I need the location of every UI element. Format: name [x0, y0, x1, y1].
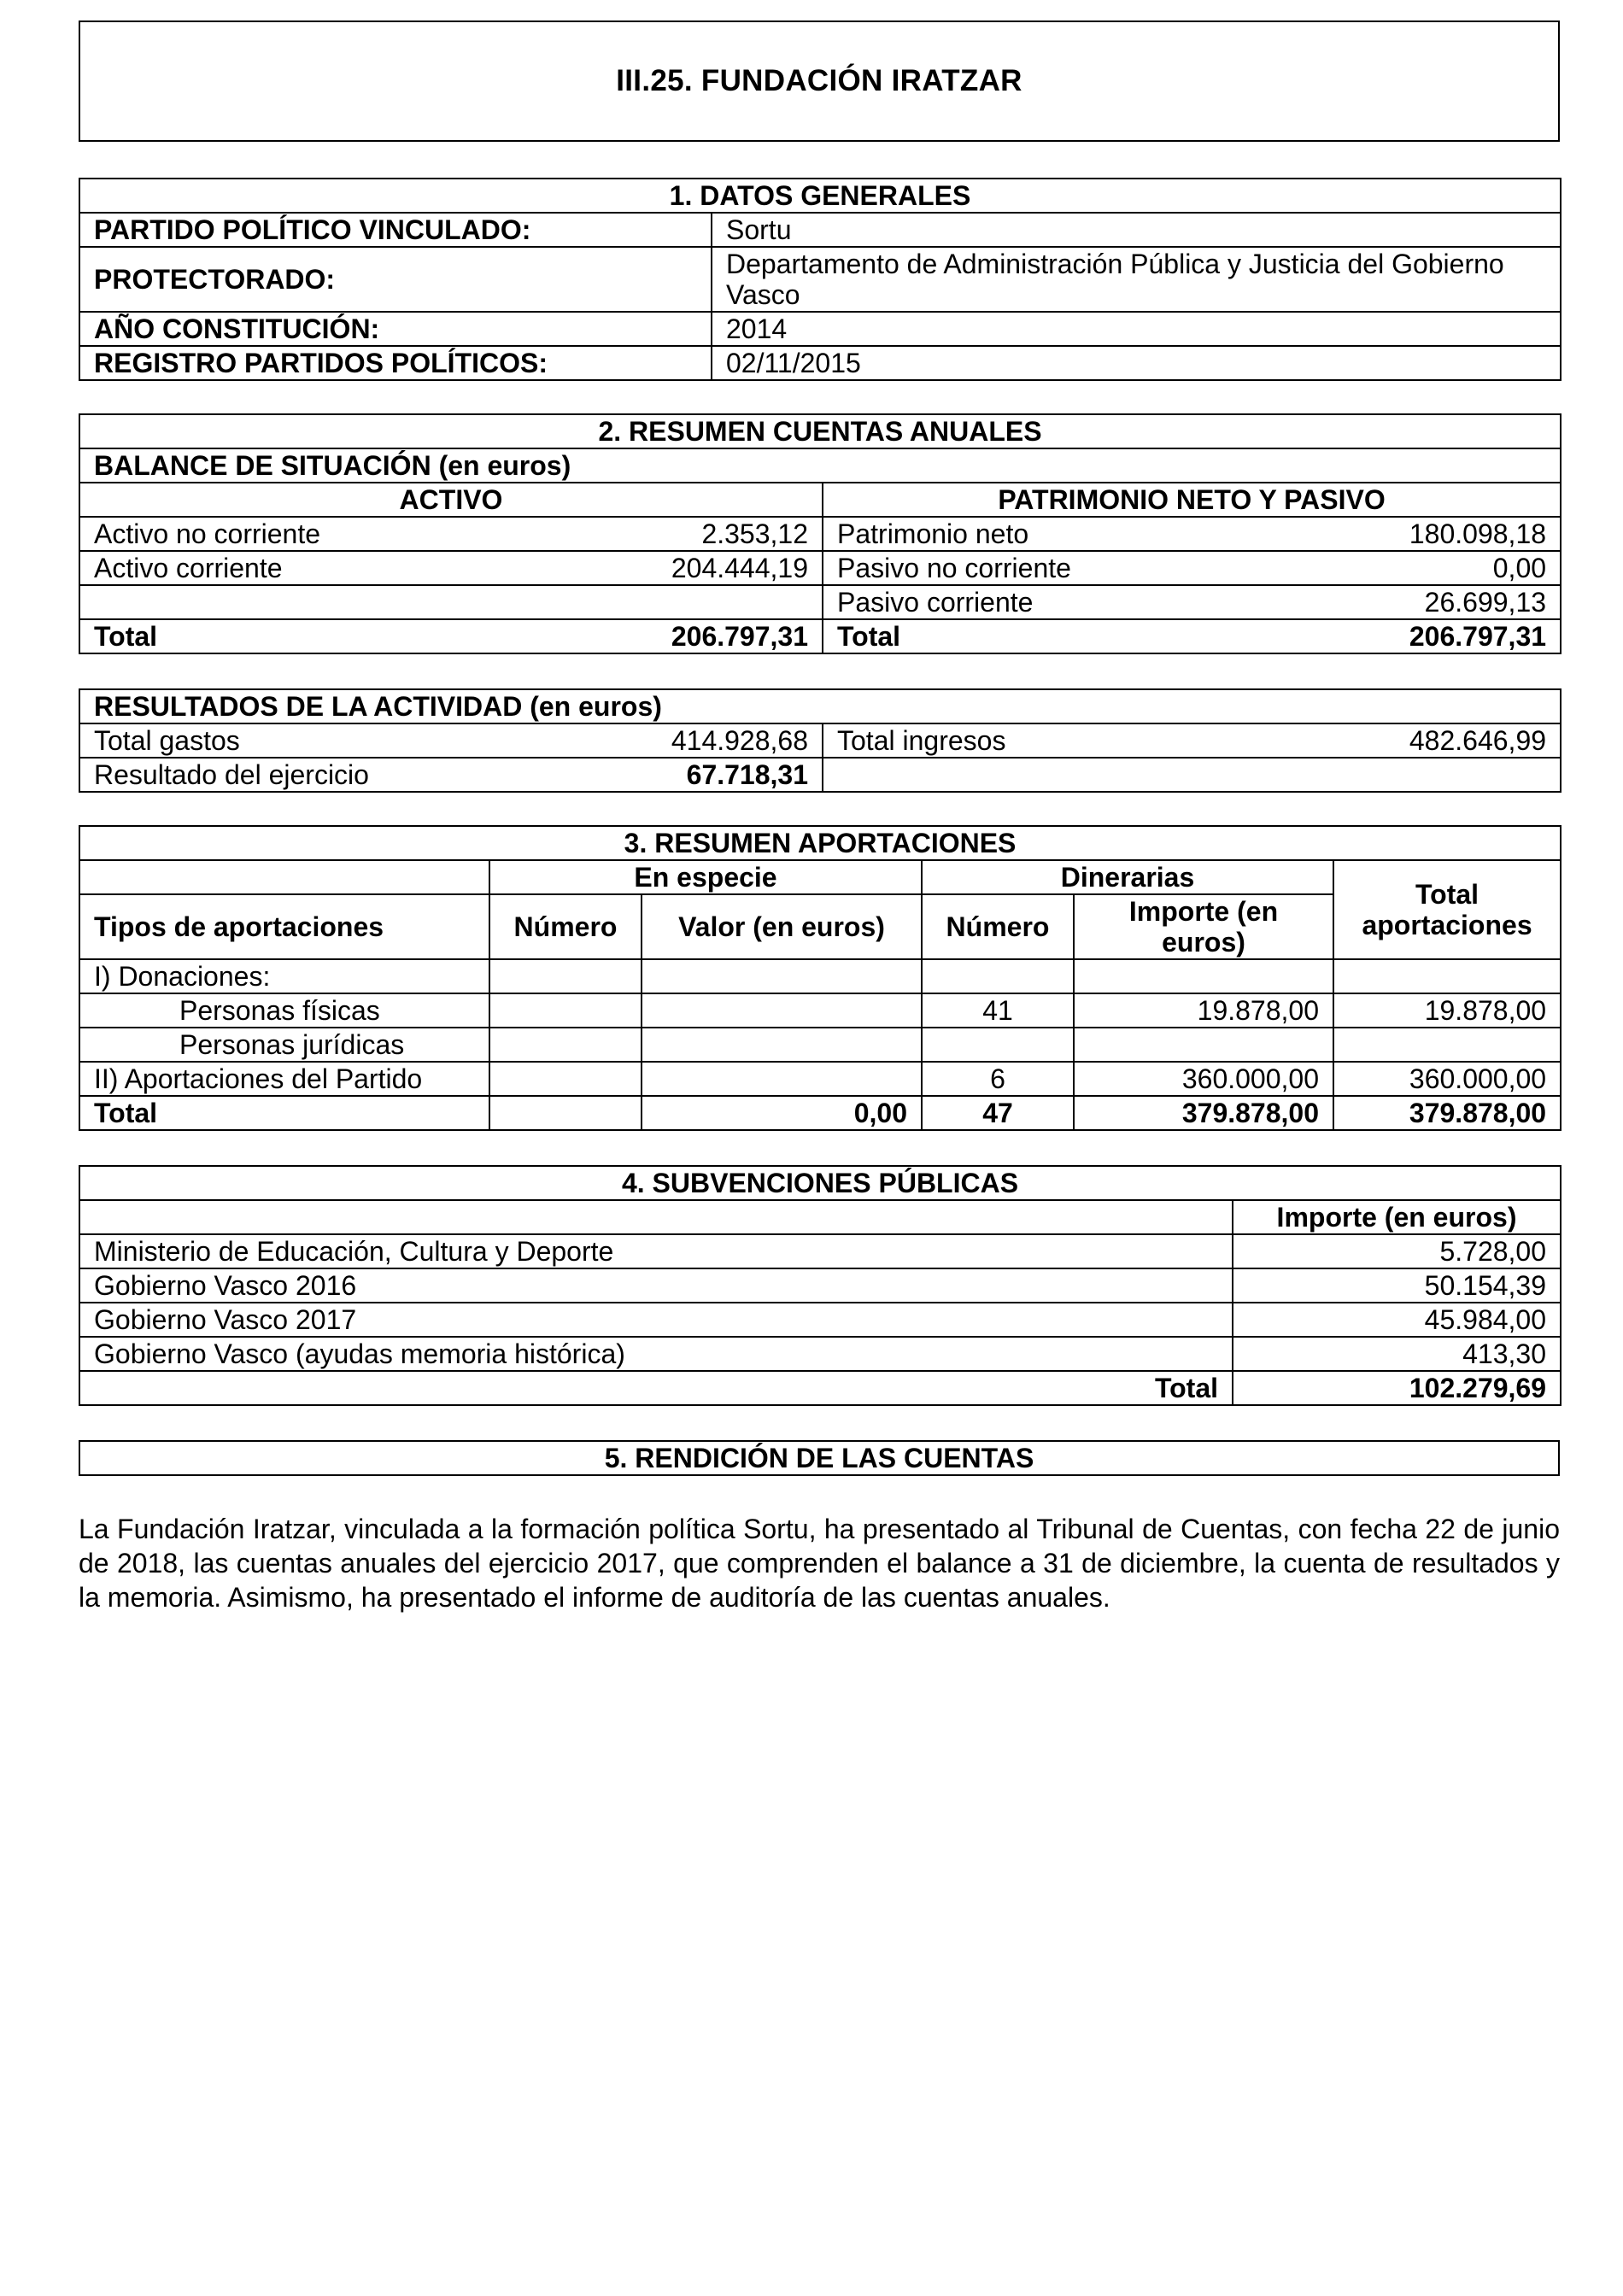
table-row	[79, 993, 1561, 1028]
activo-label	[79, 585, 583, 619]
dineraria-importe	[1074, 1028, 1333, 1062]
numero-header: Número	[489, 894, 642, 959]
pasivo-label: Pasivo no corriente	[823, 551, 1321, 585]
activo-total-label: Total	[79, 619, 583, 653]
table-row-total	[79, 619, 1561, 653]
cuentas-anuales-table	[79, 413, 1561, 654]
total-aportaciones-value: 379.878,00	[1333, 1096, 1561, 1130]
resultados-table	[79, 688, 1561, 793]
importe-header: Importe (en euros)	[1233, 1200, 1561, 1234]
activo-value: 204.444,19	[583, 551, 823, 585]
table-row	[79, 247, 1561, 312]
valor-header: Valor (en euros)	[642, 894, 922, 959]
table-row	[79, 758, 1561, 792]
especie-valor-total: 0,00	[642, 1096, 922, 1130]
subvenciones-total-label: Total	[79, 1371, 1233, 1405]
dineraria-numero-total: 47	[922, 1096, 1074, 1130]
table-row	[79, 1268, 1561, 1303]
dineraria-numero: 6	[922, 1062, 1074, 1096]
table-row	[79, 1337, 1561, 1371]
subvenciones-table	[79, 1165, 1561, 1406]
cuentas-heading: 2. RESUMEN CUENTAS ANUALES	[79, 414, 1561, 448]
en-especie-header: En especie	[489, 860, 922, 894]
balance-title: BALANCE DE SITUACIÓN (en euros)	[79, 448, 1561, 483]
document-title: III.25. FUNDACIÓN IRATZAR	[79, 20, 1560, 142]
table-row	[79, 1234, 1561, 1268]
tipos-header: Tipos de aportaciones	[79, 894, 489, 959]
activo-label: Activo no corriente	[79, 517, 583, 551]
dineraria-numero	[922, 1028, 1074, 1062]
numero-header: Número	[922, 894, 1074, 959]
especie-valor	[642, 1062, 922, 1096]
pasivo-value: 26.699,13	[1321, 585, 1561, 619]
partido-value: Sortu	[712, 213, 1561, 247]
dineraria-importe: 19.878,00	[1074, 993, 1333, 1028]
table-row	[79, 346, 1561, 380]
empty-cell	[823, 758, 1561, 792]
total-aportacion	[1333, 959, 1561, 993]
dineraria-importe	[1074, 959, 1333, 993]
dineraria-numero	[922, 959, 1074, 993]
especie-valor	[642, 993, 922, 1028]
especie-numero	[489, 1062, 642, 1096]
protectorado-value: Departamento de Administración Pública y Justicia del Gobierno Vasco	[712, 247, 1561, 312]
subvenciones-heading: 4. SUBVENCIONES PÚBLICAS	[79, 1166, 1561, 1200]
pasivo-total-value: 206.797,31	[1321, 619, 1561, 653]
gastos-label: Total gastos	[79, 723, 583, 758]
table-row	[79, 1303, 1561, 1337]
pasivo-label: Pasivo corriente	[823, 585, 1321, 619]
subvencion-label: Gobierno Vasco 2017	[79, 1303, 1233, 1337]
activo-label: Activo corriente	[79, 551, 583, 585]
total-aportacion: 360.000,00	[1333, 1062, 1561, 1096]
rendicion-paragraph: La Fundación Iratzar, vinculada a la formación política Sortu, ha presentado al Tribunal de Cuentas, con fecha 22 de junio de 2018, las cuentas anuales del ejercicio 2017, que comprenden el balance a 31 de diciembre, la cuenta de resultados y la memoria. Asimismo, ha presentado el informe de auditoría de las cuentas anuales.	[79, 1514, 1560, 1613]
especie-numero-total	[489, 1096, 642, 1130]
table-row	[79, 1062, 1561, 1096]
resultado-label: Resultado del ejercicio	[79, 758, 583, 792]
registro-value: 02/11/2015	[712, 346, 1561, 380]
tipo-label: I) Donaciones:	[79, 959, 489, 993]
especie-numero	[489, 993, 642, 1028]
activo-header: ACTIVO	[79, 483, 823, 517]
document-page	[79, 20, 1560, 1614]
total-aportaciones-header: Total aportaciones	[1333, 860, 1561, 959]
subvencion-label: Gobierno Vasco 2016	[79, 1268, 1233, 1303]
subvencion-value: 50.154,39	[1233, 1268, 1561, 1303]
total-label: Total	[79, 1096, 489, 1130]
table-row-total	[79, 1096, 1561, 1130]
especie-numero	[489, 1028, 642, 1062]
especie-valor	[642, 959, 922, 993]
rendicion-heading: 5. RENDICIÓN DE LAS CUENTAS	[79, 1441, 1559, 1475]
especie-numero	[489, 959, 642, 993]
subvencion-value: 5.728,00	[1233, 1234, 1561, 1268]
pasivo-value: 180.098,18	[1321, 517, 1561, 551]
registro-label: REGISTRO PARTIDOS POLÍTICOS:	[79, 346, 712, 380]
pasivo-total-label: Total	[823, 619, 1321, 653]
pasivo-header: PATRIMONIO NETO Y PASIVO	[823, 483, 1561, 517]
activo-value: 2.353,12	[583, 517, 823, 551]
resultados-title: RESULTADOS DE LA ACTIVIDAD (en euros)	[79, 689, 1561, 723]
tipo-label: II) Aportaciones del Partido	[79, 1062, 489, 1096]
subvencion-label: Ministerio de Educación, Cultura y Deporte	[79, 1234, 1233, 1268]
partido-label: PARTIDO POLÍTICO VINCULADO:	[79, 213, 712, 247]
dineraria-numero: 41	[922, 993, 1074, 1028]
anio-value: 2014	[712, 312, 1561, 346]
pasivo-value: 0,00	[1321, 551, 1561, 585]
subvencion-value: 45.984,00	[1233, 1303, 1561, 1337]
especie-valor	[642, 1028, 922, 1062]
anio-label: AÑO CONSTITUCIÓN:	[79, 312, 712, 346]
total-aportacion: 19.878,00	[1333, 993, 1561, 1028]
table-row	[79, 517, 1561, 551]
dineraria-importe-total: 379.878,00	[1074, 1096, 1333, 1130]
empty-cell	[79, 1200, 1233, 1234]
resultado-value: 67.718,31	[583, 758, 823, 792]
subvencion-value: 413,30	[1233, 1337, 1561, 1371]
total-aportacion	[1333, 1028, 1561, 1062]
protectorado-label: PROTECTORADO:	[79, 247, 712, 312]
tipo-label: Personas físicas	[79, 993, 489, 1028]
datos-generales-table	[79, 178, 1561, 381]
activo-total-value: 206.797,31	[583, 619, 823, 653]
aportaciones-table	[79, 825, 1561, 1131]
ingresos-value: 482.646,99	[1321, 723, 1561, 758]
subvenciones-total-value: 102.279,69	[1233, 1371, 1561, 1405]
table-row	[79, 585, 1561, 619]
gastos-value: 414.928,68	[583, 723, 823, 758]
ingresos-label: Total ingresos	[823, 723, 1321, 758]
importe-header: Importe (en euros)	[1074, 894, 1333, 959]
datos-heading: 1. DATOS GENERALES	[79, 179, 1561, 213]
rendicion-table	[79, 1440, 1560, 1476]
empty-cell	[79, 860, 489, 894]
table-row	[79, 213, 1561, 247]
table-row	[79, 959, 1561, 993]
pasivo-label: Patrimonio neto	[823, 517, 1321, 551]
table-row-total	[79, 1371, 1561, 1405]
table-row	[79, 1028, 1561, 1062]
activo-value	[583, 585, 823, 619]
table-row	[79, 551, 1561, 585]
tipo-label: Personas jurídicas	[79, 1028, 489, 1062]
table-row	[79, 723, 1561, 758]
aportaciones-heading: 3. RESUMEN APORTACIONES	[79, 826, 1561, 860]
dinerarias-header: Dinerarias	[922, 860, 1333, 894]
subvencion-label: Gobierno Vasco (ayudas memoria histórica)	[79, 1337, 1233, 1371]
dineraria-importe: 360.000,00	[1074, 1062, 1333, 1096]
table-row	[79, 312, 1561, 346]
